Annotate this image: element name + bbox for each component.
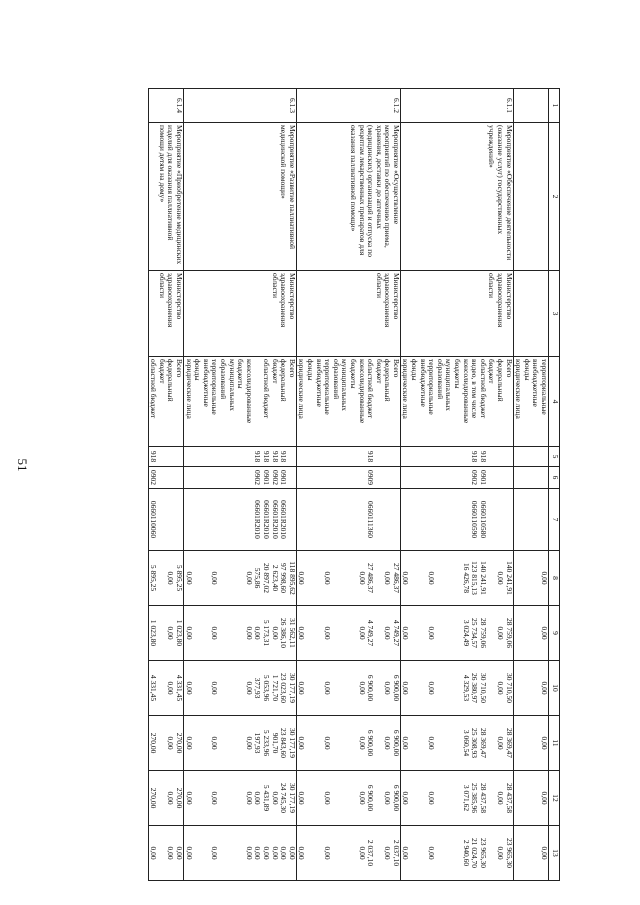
code-cell: 918: [148, 447, 183, 467]
budget-table: [148, 88, 560, 881]
value-cell: 0,00 0,00 0,00 0,00 0,00 0,00 0,00 0,00: [184, 826, 297, 881]
header-cell: 3: [549, 271, 560, 357]
funding-sources: Всего федеральный бюджет областной бюджет консолидированные бюджеты муниципальных образований территориальные внебюджетные фонды юридические лица: [184, 357, 297, 447]
cell: [513, 467, 548, 489]
table-row: [184, 89, 297, 881]
row-number: 6.1.3: [184, 89, 297, 123]
value-cell: 28 369,47 0,00 28 369,47 25 308,93 3 060,54 0,00 0,00: [400, 716, 513, 771]
executor: Министерство здравоохранения области: [148, 271, 183, 357]
header-cell: 11: [549, 716, 560, 771]
code-cell: 0660110580 0660110590: [400, 489, 513, 551]
value-cell: 4 749,27 0,00 4 749,27 0,00 0,00 0,00: [296, 606, 400, 661]
code-cell: 918 918 918 918: [184, 447, 297, 467]
table-row: [400, 89, 513, 881]
value-cell: 2 037,10 0,00 2 037,10 0,00 0,00 0,00: [296, 826, 400, 881]
row-number: 6.1.1: [400, 89, 513, 123]
value-cell: 30 710,50 0,00 30 710,50 26 380,97 4 329,53 0,00 0,00: [400, 661, 513, 716]
value-cell: 118 895,62 97 998,60 2 623,40 20 897,02 575,86 0,00 0,00 0,00: [184, 551, 297, 606]
value-cell: 31 562,11 26 386,10 0,00 5 173,31 0,00 0,00 0,00 0,00: [184, 606, 297, 661]
table-row: [296, 89, 400, 881]
value-cell: 6 900,00 0,00 6 900,00 0,00 0,00 0,00: [296, 716, 400, 771]
cell: [513, 447, 548, 467]
code-cell: 0660111360: [296, 489, 400, 551]
table-row: [148, 89, 183, 881]
executor: Министерство здравоохранения области: [400, 271, 513, 357]
value-cell: 30 177,19 24 745,30 0,00 5 431,89 0,00 0,00 0,00 0,00: [184, 771, 297, 826]
value-cell: 0,00: [513, 716, 548, 771]
row-number: 6.1.4: [148, 89, 183, 123]
code-cell: 0909: [296, 467, 400, 489]
header-cell: 13: [549, 826, 560, 881]
value-cell: 30 177,19 23 843,60 901,70 5 233,96 197,93 0,00 0,00 0,00: [184, 716, 297, 771]
value-cell: 0,00 0,00 0,00: [148, 826, 183, 881]
measure-name: [513, 123, 548, 271]
value-cell: 4 331,45 0,00 4 331,45: [148, 661, 183, 716]
executor: Министерство здравоохранения области: [184, 271, 297, 357]
value-cell: 0,00: [513, 771, 548, 826]
header-cell: 4: [549, 357, 560, 447]
table-row: [513, 89, 548, 881]
value-cell: 0,00: [513, 606, 548, 661]
code-cell: 0660110060: [148, 489, 183, 551]
value-cell: 30 177,19 23 023,60 1 721,70 5 053,96 377,93 0,00 0,00 0,00: [184, 661, 297, 716]
value-cell: 270,00 0,00 270,00: [148, 716, 183, 771]
header-cell: 2: [549, 123, 560, 271]
funding-sources: Всего федеральный бюджет областной бюджет консолидированные бюджеты муниципальных образований территориальные внебюджетные фонды юридические лица: [296, 357, 400, 447]
code-cell: 918: [296, 447, 400, 467]
value-cell: 6 900,00 0,00 6 900,00 0,00 0,00 0,00: [296, 771, 400, 826]
funding-sources: территориальные внебюджетные фонды юридические лица: [513, 357, 548, 447]
code-cell: 918 918: [400, 447, 513, 467]
code-cell: 0901 0902 0901 0902: [184, 467, 297, 489]
value-cell: 28 759,06 0,00 28 759,06 25 734,57 3 024,49 0,00 0,00: [400, 606, 513, 661]
header-cell: 1: [549, 89, 560, 123]
value-cell: 270,00 0,00 270,00: [148, 771, 183, 826]
measure-name: Мероприятие «Развитие паллиативной медицинской помощи»: [184, 123, 297, 271]
measure-name: Мероприятие «Осуществление мероприятий по обеспечению приема, хранения, доставки до аптечных (медицинских) организаций и отпуска по рецептам лекарственных препаратов для оказания паллиативной помощи»: [296, 123, 400, 271]
header-cell: 5: [549, 447, 560, 467]
row-number: [513, 89, 548, 123]
header-cell: 10: [549, 661, 560, 716]
value-cell: 5 895,25 0,00 5 895,25: [148, 551, 183, 606]
value-cell: 27 486,37 0,00 27 486,37 0,00 0,00 0,00: [296, 551, 400, 606]
value-cell: 23 965,30 0,00 23 965,30 21 024,70 2 940,60 0,00 0,00: [400, 826, 513, 881]
header-cell: 7: [549, 489, 560, 551]
measure-name: Мероприятие «Приобретение медицинских изделий для оказания паллиативной помощи детям на дому»: [148, 123, 183, 271]
header-cell: 6: [549, 467, 560, 489]
value-cell: 28 437,58 0,00 28 437,58 25 385,96 3 071,62 0,00 0,00: [400, 771, 513, 826]
value-cell: 6 900,00 0,00 6 900,00 0,00 0,00 0,00: [296, 661, 400, 716]
executor: [513, 271, 548, 357]
header-cell: 9: [549, 606, 560, 661]
header-cell: 12: [549, 771, 560, 826]
page-number: 51: [15, 458, 30, 472]
code-cell: 0901 0902: [400, 467, 513, 489]
value-cell: 0,00: [513, 661, 548, 716]
value-cell: 0,00: [513, 826, 548, 881]
funding-sources: Всего федеральный бюджет областной бюджет видео, в том числе консолидированные бюджеты муниципальных образований территориальные внебюджетные фонды юридические лица: [400, 357, 513, 447]
header-cell: 8: [549, 551, 560, 606]
value-cell: 0,00: [513, 551, 548, 606]
value-cell: 140 241,91 0,00 140 241,91 123 815,13 16 426,78 0,00 0,00: [400, 551, 513, 606]
measure-name: Мероприятие «Обеспечение деятельности (оказание услуг) государственных учреждений»: [400, 123, 513, 271]
executor: Министерство здравоохранения области: [296, 271, 400, 357]
header-row: [549, 89, 560, 881]
code-cell: 06601R2010 06601R2010 06601R2010 06601R2010: [184, 489, 297, 551]
row-number: 6.1.2: [296, 89, 400, 123]
funding-sources: Всего федеральный бюджет областной бюджет: [148, 357, 183, 447]
cell: [513, 489, 548, 551]
code-cell: 0902: [148, 467, 183, 489]
value-cell: 1 023,80 0,00 1 023,80: [148, 606, 183, 661]
